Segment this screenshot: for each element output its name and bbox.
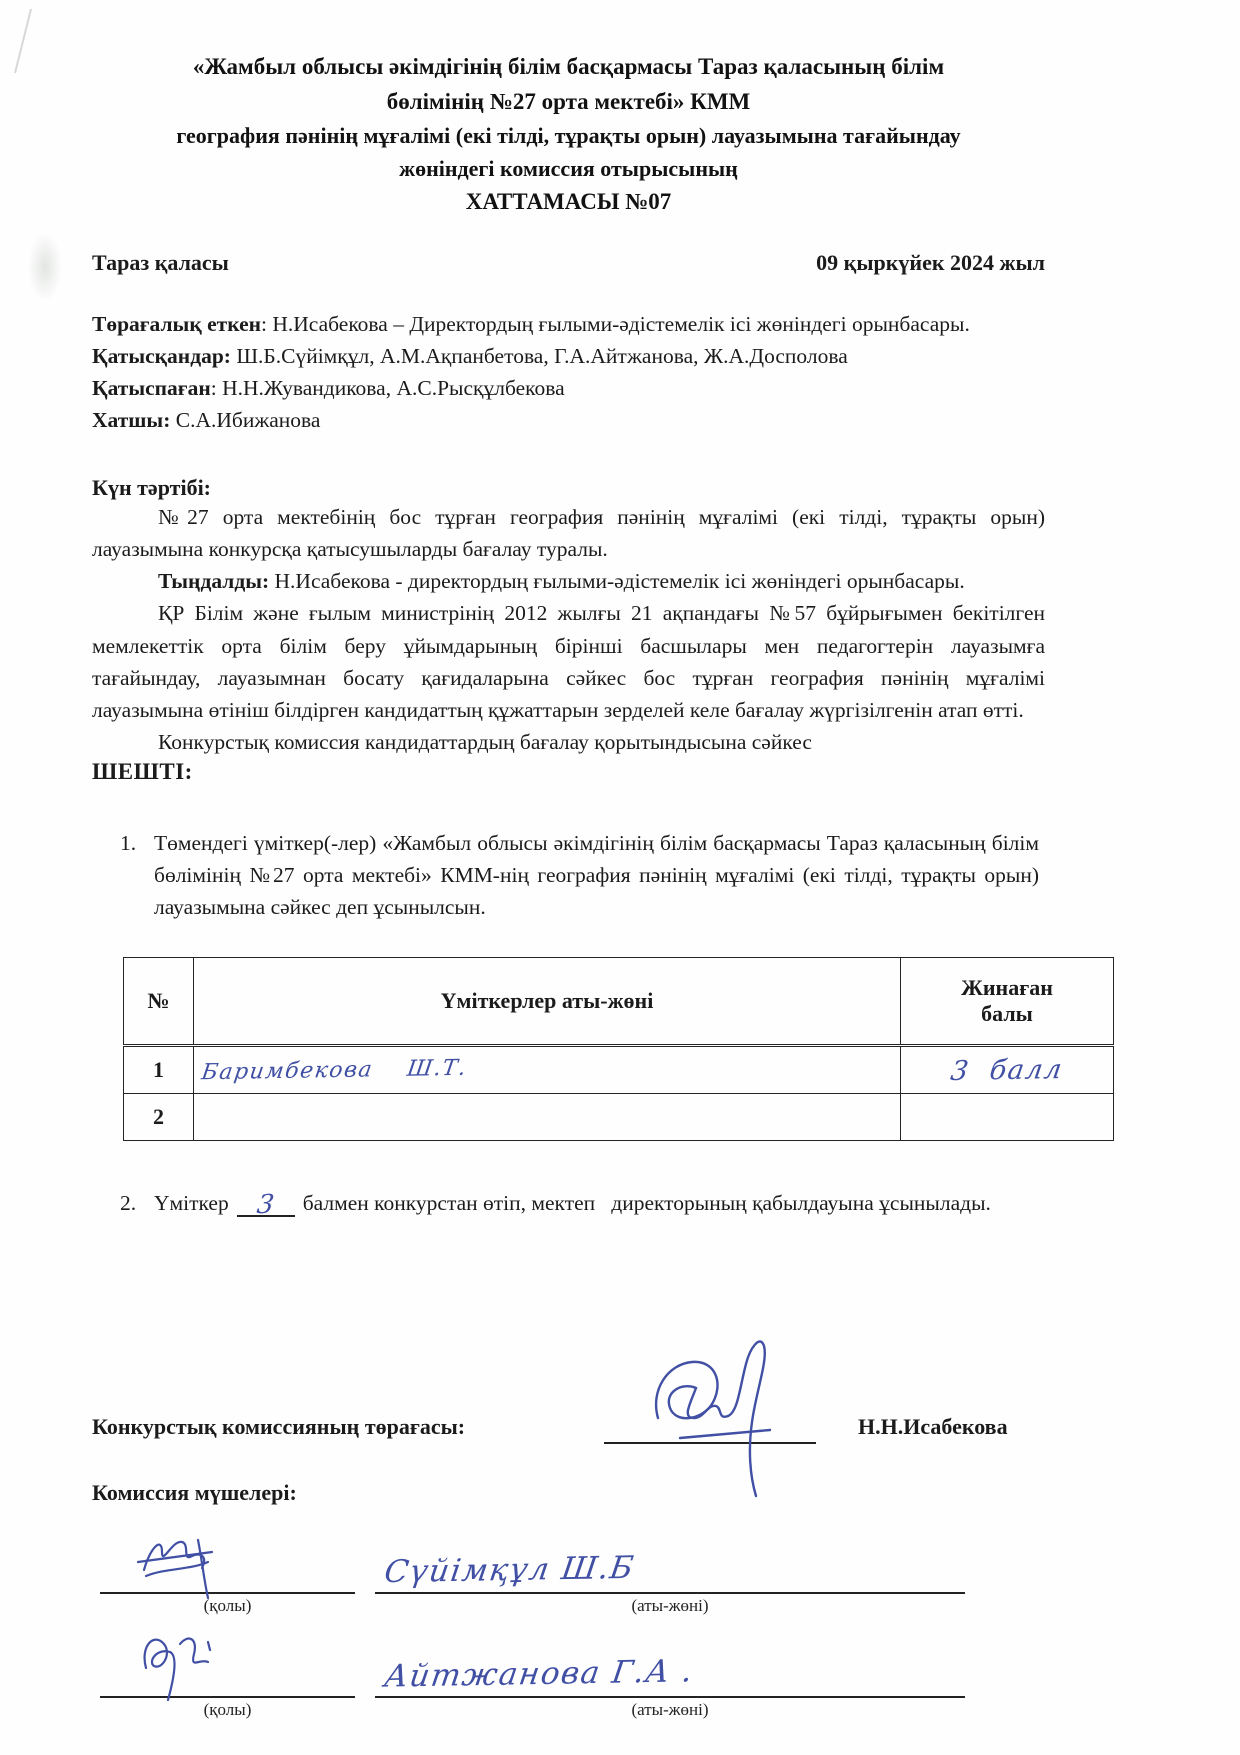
candidates-table	[123, 957, 1114, 1141]
chairperson-line	[92, 308, 1045, 340]
heard-paragraph	[92, 565, 1045, 597]
decision-item-2-text	[154, 1187, 1039, 1219]
absent-label: Қатыспаған	[92, 376, 211, 400]
candidate-row-1	[124, 1046, 1114, 1094]
member-1-handwritten-name: Сүйімқұл Ш.Б	[382, 1549, 637, 1591]
score-blank-handwritten-value: 3	[254, 1190, 277, 1221]
row-2-number: 2	[124, 1094, 194, 1141]
member-1-name-column	[375, 1534, 965, 1616]
chairperson-text: : Н.Исабекова – Директордың ғылыми-әдістемелік ісі жөніндегі орынбасары.	[261, 311, 970, 336]
scan-artifact-slash	[14, 9, 32, 74]
member-1-name-caption: (аты-жөні)	[631, 1596, 709, 1615]
row-1-candidate-name-cell	[194, 1046, 901, 1094]
absent-text: : Н.Н.Жувандикова, А.С.Рысқұлбекова	[210, 376, 565, 400]
pre-decision-paragraph: Конкурстық комиссия кандидаттардың бағалау қорытындысына сәйкес	[158, 730, 812, 755]
decision-heading: ШЕШТІ:	[92, 758, 193, 784]
title-line-4: жөніндегі комиссия отырысының	[399, 156, 738, 181]
candidate-row-2	[124, 1094, 1114, 1141]
attended-line	[92, 340, 1045, 372]
secretary-line	[92, 404, 1045, 436]
row-1-handwritten-score: 3 балл	[948, 1053, 1066, 1087]
secretary-text: С.А.Ибижанова	[170, 408, 321, 433]
member-1-name-line	[375, 1534, 965, 1594]
title-line-3: география пәнінің мұғалімі (екі тілді, тұрақты орын) лауазымына тағайындау	[176, 123, 961, 148]
title-line-2: бөлімінің №27 орта мектебі» КММ	[386, 88, 751, 114]
chairman-signature-row	[92, 1392, 1152, 1444]
member-2-name-line	[375, 1638, 965, 1698]
member-2-signature-column	[100, 1638, 355, 1720]
decision-item-1	[120, 827, 1039, 924]
col-header-score-line1: Жинаған	[961, 975, 1053, 1001]
member-2-handwritten-name: Айтжанова Г.А .	[382, 1653, 697, 1695]
col-header-score	[901, 958, 1114, 1046]
scan-artifact-smudge	[28, 232, 62, 302]
row-1-score-cell	[901, 1046, 1114, 1094]
member-2-signature-line	[100, 1638, 355, 1698]
member-2-signature-caption: (қолы)	[203, 1700, 252, 1719]
agenda-heading: Күн тәртібі:	[92, 474, 212, 500]
secretary-label: Хатшы:	[92, 408, 171, 433]
member-1-signature-column	[100, 1534, 355, 1616]
member-1-signature-caption: (қолы)	[203, 1596, 252, 1615]
col-header-candidate-name: Үміткерлер аты-жөні	[194, 958, 901, 1046]
row-2-candidate-name-cell	[194, 1094, 901, 1141]
heard-label: Тыңдалды:	[158, 569, 270, 593]
chairman-label: Конкурстық комиссияның төрағасы:	[92, 1414, 466, 1439]
row-1-number: 1	[124, 1046, 194, 1094]
document-content	[92, 50, 1066, 1221]
city-date-row	[92, 250, 1045, 276]
agenda-paragraph: №27 орта мектебінің бос тұрған география пәнінің мұғалімі (екі тілді, тұрақты орын) лауазымына конкурсқа қатысушыларды бағалау туралы.	[92, 504, 1045, 561]
title-line-1: «Жамбыл облысы әкімдігінің білім басқармасы Тараз қаласының білім	[192, 54, 945, 79]
decision-item-2	[120, 1187, 1039, 1219]
col-header-score-line2: балы	[981, 1001, 1033, 1027]
row-1-handwritten-name: Баримбекова Ш.Т.	[199, 1055, 469, 1086]
member-2-name-caption: (аты-жөні)	[631, 1700, 709, 1719]
member-1-signature-line	[100, 1534, 355, 1594]
row-2-score-cell	[901, 1094, 1114, 1141]
protocol-number-heading: ХАТТАМАСЫ №07	[465, 189, 672, 214]
date-label: 09 қыркүйек 2024 жыл	[816, 249, 1045, 275]
attended-text: Ш.Б.Сүйімқұл, А.М.Ақпанбетова, Г.А.Айтжанова, Ж.А.Досполова	[230, 343, 848, 368]
member-signature-row-2	[92, 1638, 1152, 1734]
decision-item-1-number: 1.	[120, 830, 137, 855]
attended-label: Қатысқандар:	[92, 343, 231, 368]
score-blank-line	[237, 1190, 295, 1221]
chairperson-label: Төрағалық еткен	[92, 311, 261, 336]
city-label: Тараз қаласы	[92, 249, 229, 275]
item-2-prefix: Үміткер	[154, 1191, 229, 1216]
member-2-name-column	[375, 1638, 965, 1720]
heard-text: Н.Исабекова - директордың ғылыми-әдістемелік ісі жөніндегі орынбасары.	[269, 569, 965, 593]
chairman-signature-icon	[620, 1326, 810, 1501]
commission-members-heading: Комиссия мүшелері:	[92, 1480, 297, 1505]
member-signature-row-1	[92, 1534, 1152, 1630]
chairman-name: Н.Н.Исабекова	[858, 1414, 1008, 1439]
item-2-suffix: балмен конкурстан өтіп, мектеп директорының қабылдауына ұсынылады.	[302, 1191, 991, 1216]
member-2-signature-icon	[128, 1616, 238, 1708]
decision-item-1-text: Төмендегі үміткер(-лер) «Жамбыл облысы әкімдігінің білім басқармасы Тараз қаласының білім бөлімінің №27 орта мектебі» КММ-нің география пәнінің мұғалімі (екі тілді, тұрақты орын) лауазымына сәйкес деп ұсынылсын.	[154, 830, 1039, 919]
signature-section	[92, 1392, 1152, 1734]
order-paragraph: ҚР Білім және ғылым министрінің 2012 жылғы 21 ақпандағы №57 бұйрығымен бекітілген мемлекеттік орта білім беру ұйымдарының бірінші басшылары мен педагогтерін лауазымға тағайындау, лауазымнан босату қағидаларына сәйкес бос тұрған география пәнінің мұғалімі лауазымына өтініш білдірген кандидаттың құжаттарын зерделей келе бағалау жүргізілгенін атап өтті.	[92, 601, 1045, 722]
candidates-table-header-row	[124, 958, 1114, 1046]
document-title	[92, 50, 1045, 220]
absent-line	[92, 372, 1045, 404]
member-1-signature-icon	[128, 1518, 248, 1604]
col-header-number: №	[124, 958, 194, 1046]
decision-item-2-number: 2.	[120, 1191, 137, 1216]
